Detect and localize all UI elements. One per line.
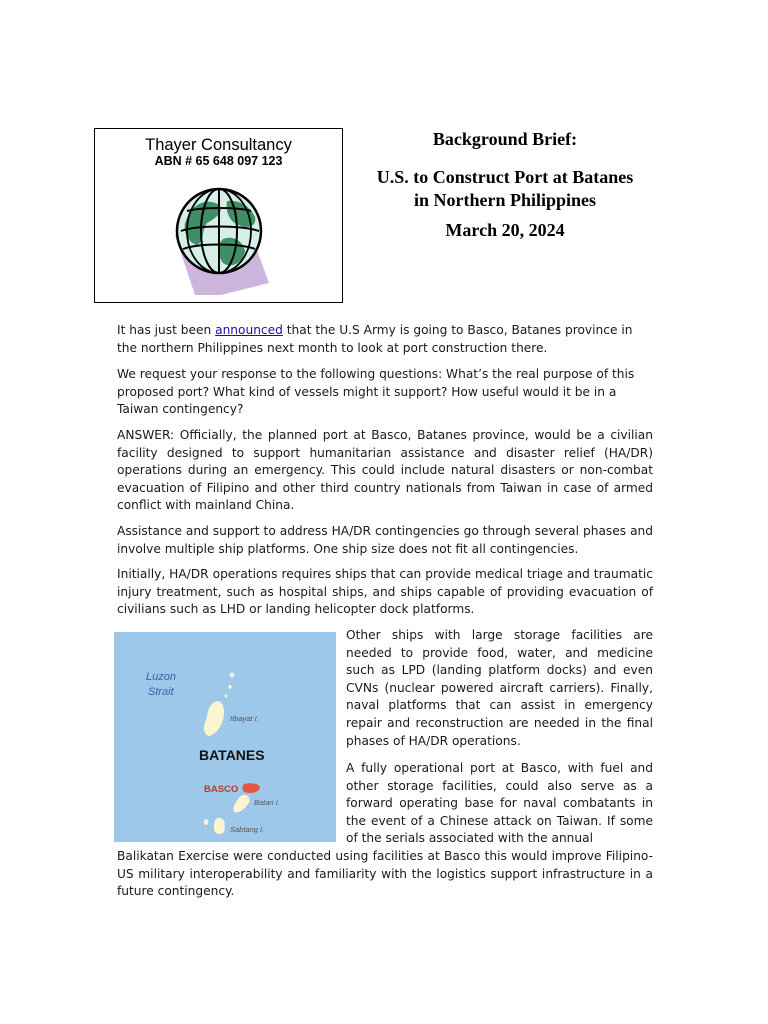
map-sabtang-island: [214, 818, 225, 834]
batanes-map: [114, 632, 336, 842]
map-label-itbayat: Itbayat I.: [230, 714, 259, 723]
document-title: [350, 166, 660, 212]
answer-paragraph: [117, 427, 653, 515]
company-name: Thayer Consultancy: [145, 136, 292, 154]
intro-pre-link: It has just been: [117, 323, 216, 337]
map-label-basco: BASCO: [204, 784, 239, 795]
intro-post-link: that the U.S Army is going to Basco, Batanes province in the northern Philippines next month to look at port construction there.: [117, 323, 633, 355]
request-paragraph: [117, 366, 653, 419]
title-line-1: U.S. to Construct Port at Batanes: [376, 167, 634, 187]
port-paragraph-continued: [117, 848, 653, 901]
map-label-batan: Batan I.: [254, 798, 280, 807]
map-islet: [204, 819, 209, 825]
port-full-text: Balikatan Exercise were conducted using facilities at Basco this would improve Filipino-US military interoperability and familiarity with the logistics support infrastructure in a future contingency.: [117, 849, 653, 899]
port-wrap-text: A fully operational port at Basco, with fuel and other storage facilities, could also serve as a forward operating base for naval combatants in the event of a Chinese attack on Taiwan. If some of the serials associated with the annual: [346, 761, 653, 846]
title-line-2: in Northern Philippines: [413, 190, 597, 210]
assistance-paragraph: [117, 523, 653, 558]
map-label-strait-2: Strait: [148, 686, 174, 698]
globe-logo-icon: [167, 183, 277, 295]
port-paragraph-wrapped: [346, 760, 653, 848]
other-ships-paragraph: [346, 627, 653, 750]
announced-link[interactable]: announced: [215, 323, 283, 337]
document-heading: [350, 128, 660, 241]
company-abn: ABN # 65 648 097 123: [154, 154, 283, 168]
assistance-text: Assistance and support to address HA/DR contingencies go through several phases and involve multiple ship platforms. One ship size does not fit all contingencies.: [117, 524, 653, 556]
map-label-province: BATANES: [199, 747, 265, 763]
logo-box: [94, 128, 343, 303]
answer-text: ANSWER: Officially, the planned port at Basco, Batanes province, would be a civilian facility designed to support humanitarian assistance and disaster relief (HA/DR) operations during an emergency. This could include natural disasters or non-combat evacuation of Filipino and other third country nationals from Taiwan in case of armed conflict with mainland China.: [117, 428, 653, 513]
brief-label: Background Brief:: [432, 129, 578, 149]
document-date: March 20, 2024: [445, 220, 565, 240]
map-label-sabtang: Sabtang I.: [230, 825, 265, 834]
map-islet: [228, 685, 231, 689]
initially-paragraph: [117, 566, 653, 619]
map-label-strait-1: Luzon: [146, 671, 176, 683]
map-islet: [230, 673, 234, 678]
intro-paragraph: [117, 322, 653, 357]
map-sea: [114, 632, 336, 842]
map-islet: [225, 694, 228, 697]
initially-text: Initially, HA/DR operations requires ships that can provide medical triage and traumatic injury treatment, such as hospital ships, and ships capable of providing evacuation of civilians such as LHD or landing helicopter dock platforms.: [117, 567, 653, 617]
request-text: We request your response to the following questions: What’s the real purpose of this proposed port? What kind of vessels might it support? How useful would it be in a Taiwan contingency?: [117, 367, 635, 417]
other-ships-text: Other ships with large storage facilities are needed to provide food, water, and medicine such as LPD (landing platform docks) and even CVNs (nuclear powered aircraft carriers). Finally, naval platforms that can assist in emergency repair and reconstruction are needed in the final phases of HA/DR operations.: [346, 628, 653, 748]
